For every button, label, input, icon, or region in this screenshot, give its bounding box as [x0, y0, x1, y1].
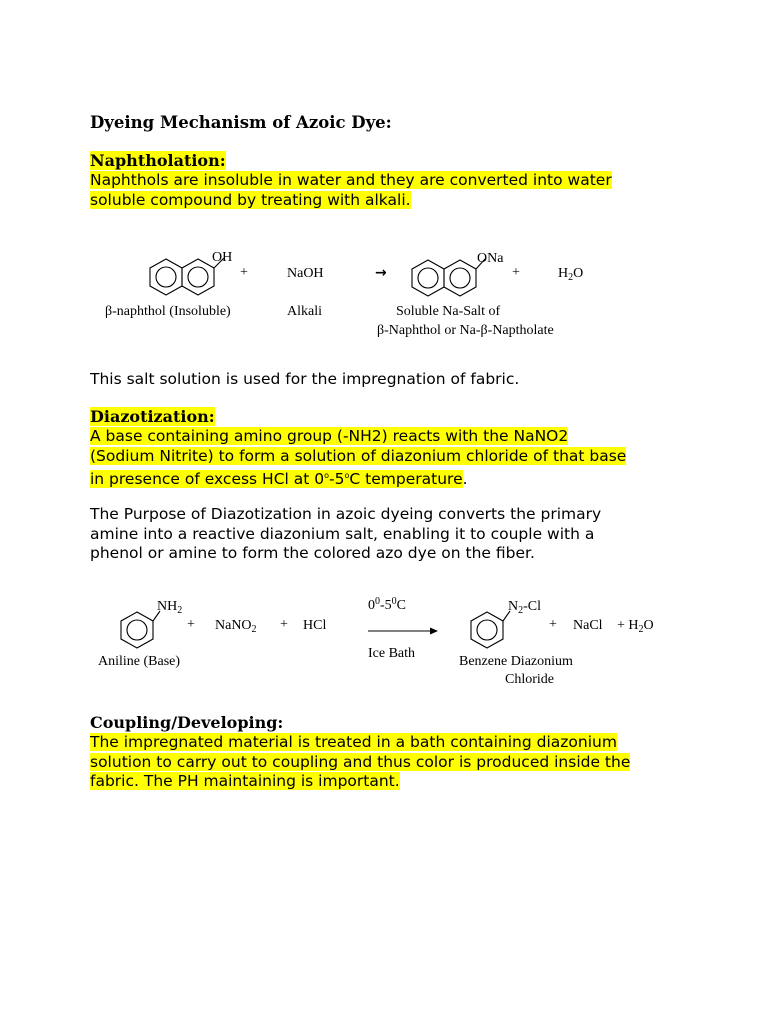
- plus-sign: +: [280, 617, 288, 632]
- plus-sign: +: [187, 617, 195, 632]
- benzene-diazonium-structure: [471, 611, 510, 648]
- diazotization-paragraph: A base containing amino group (-NH2) reacts with the NaNO2 (Sodium Nitrite) to form a solution of diazonium chloride of that base in presence of excess HCl at 0$^o$-5$^o$C temperature.: [90, 427, 627, 489]
- naphtholation-paragraph: [90, 171, 690, 210]
- diazotization-line-1: A base containing amino group (-NH2) reacts with the NaNO2: [90, 427, 569, 445]
- purpose-line-2: amine into a reactive diazonium salt, enabling it to couple with a: [90, 524, 595, 543]
- naphtholation-line-2: soluble compound by treating with alkali.: [90, 190, 411, 209]
- salt-solution-text: This salt solution is used for the impregnation of fabric.: [90, 370, 520, 388]
- reaction-arrow-icon: →: [375, 265, 387, 281]
- benzene-diazonium-caption-line-1: Benzene Diazonium: [459, 654, 573, 669]
- n2cl-group-label: $N_2-Cl$: [508, 599, 542, 616]
- diazotization-line-2: (Sodium Nitrite) to form a solution of diazonium chloride of that base: [90, 446, 627, 465]
- naphtholation-heading: Naphtholation:: [90, 151, 226, 170]
- benzene-diazonium-caption-line-2: Chloride: [505, 672, 554, 687]
- alkali-caption: Alkali: [287, 304, 322, 319]
- coupling-line-3: fabric. The PH maintaining is important.: [90, 772, 400, 791]
- diazotization-reaction-diagram: [0, 590, 768, 695]
- salt-caption-line-2: β-Naphthol or Na-β-Naptholate: [377, 323, 554, 338]
- nh2-group-label: $NH_2$: [157, 599, 183, 616]
- naphtholation-reaction-diagram: [0, 240, 768, 345]
- water-product: + $H_2O$: [617, 618, 654, 635]
- plus-sign: +: [549, 617, 557, 632]
- aniline-caption: Aniline (Base): [98, 654, 181, 669]
- diazotization-heading: Diazotization:: [90, 407, 215, 426]
- plus-sign: +: [512, 265, 520, 280]
- purpose-paragraph: [90, 505, 690, 564]
- oh-group-label: OH: [212, 250, 233, 265]
- nano2-reagent: NaNO$_2$: [215, 618, 257, 635]
- naoh-reagent: NaOH: [287, 266, 324, 281]
- nacl-product: NaCl: [573, 618, 603, 633]
- diazotization-line-3: in presence of excess HCl at 0$^o$-5$^o$C temperature: [90, 470, 463, 489]
- aniline-structure: [121, 611, 160, 648]
- temperature-condition: $0^0-5^0C$: [368, 596, 407, 613]
- reaction-arrow-icon: [368, 628, 438, 635]
- coupling-line-1: The impregnated material is treated in a bath containing diazonium: [90, 733, 617, 751]
- ona-group-label: ONa: [477, 251, 504, 266]
- ice-bath-condition: Ice Bath: [368, 646, 416, 661]
- coupling-heading: Coupling/Developing:: [90, 713, 284, 732]
- plus-sign: +: [240, 265, 248, 280]
- purpose-line-1: The Purpose of Diazotization in azoic dyeing converts the primary: [90, 505, 602, 523]
- coupling-paragraph: [90, 733, 690, 792]
- salt-caption-line-1: Soluble Na-Salt of: [396, 304, 501, 319]
- naphtholation-line-1: Naphthols are insoluble in water and they are converted into water: [90, 171, 612, 189]
- purpose-line-3: phenol or amine to form the colored azo dye on the fiber.: [90, 544, 535, 563]
- document-title: Dyeing Mechanism of Azoic Dye:: [90, 113, 392, 132]
- coupling-line-2: solution to carry out to coupling and thus color is produced inside the: [90, 752, 631, 771]
- hcl-reagent: HCl: [303, 618, 327, 633]
- naphthol-caption: β-naphthol (Insoluble): [105, 304, 231, 319]
- water-product: $H_2O$: [558, 266, 584, 283]
- naphtholate-structure: [412, 259, 485, 296]
